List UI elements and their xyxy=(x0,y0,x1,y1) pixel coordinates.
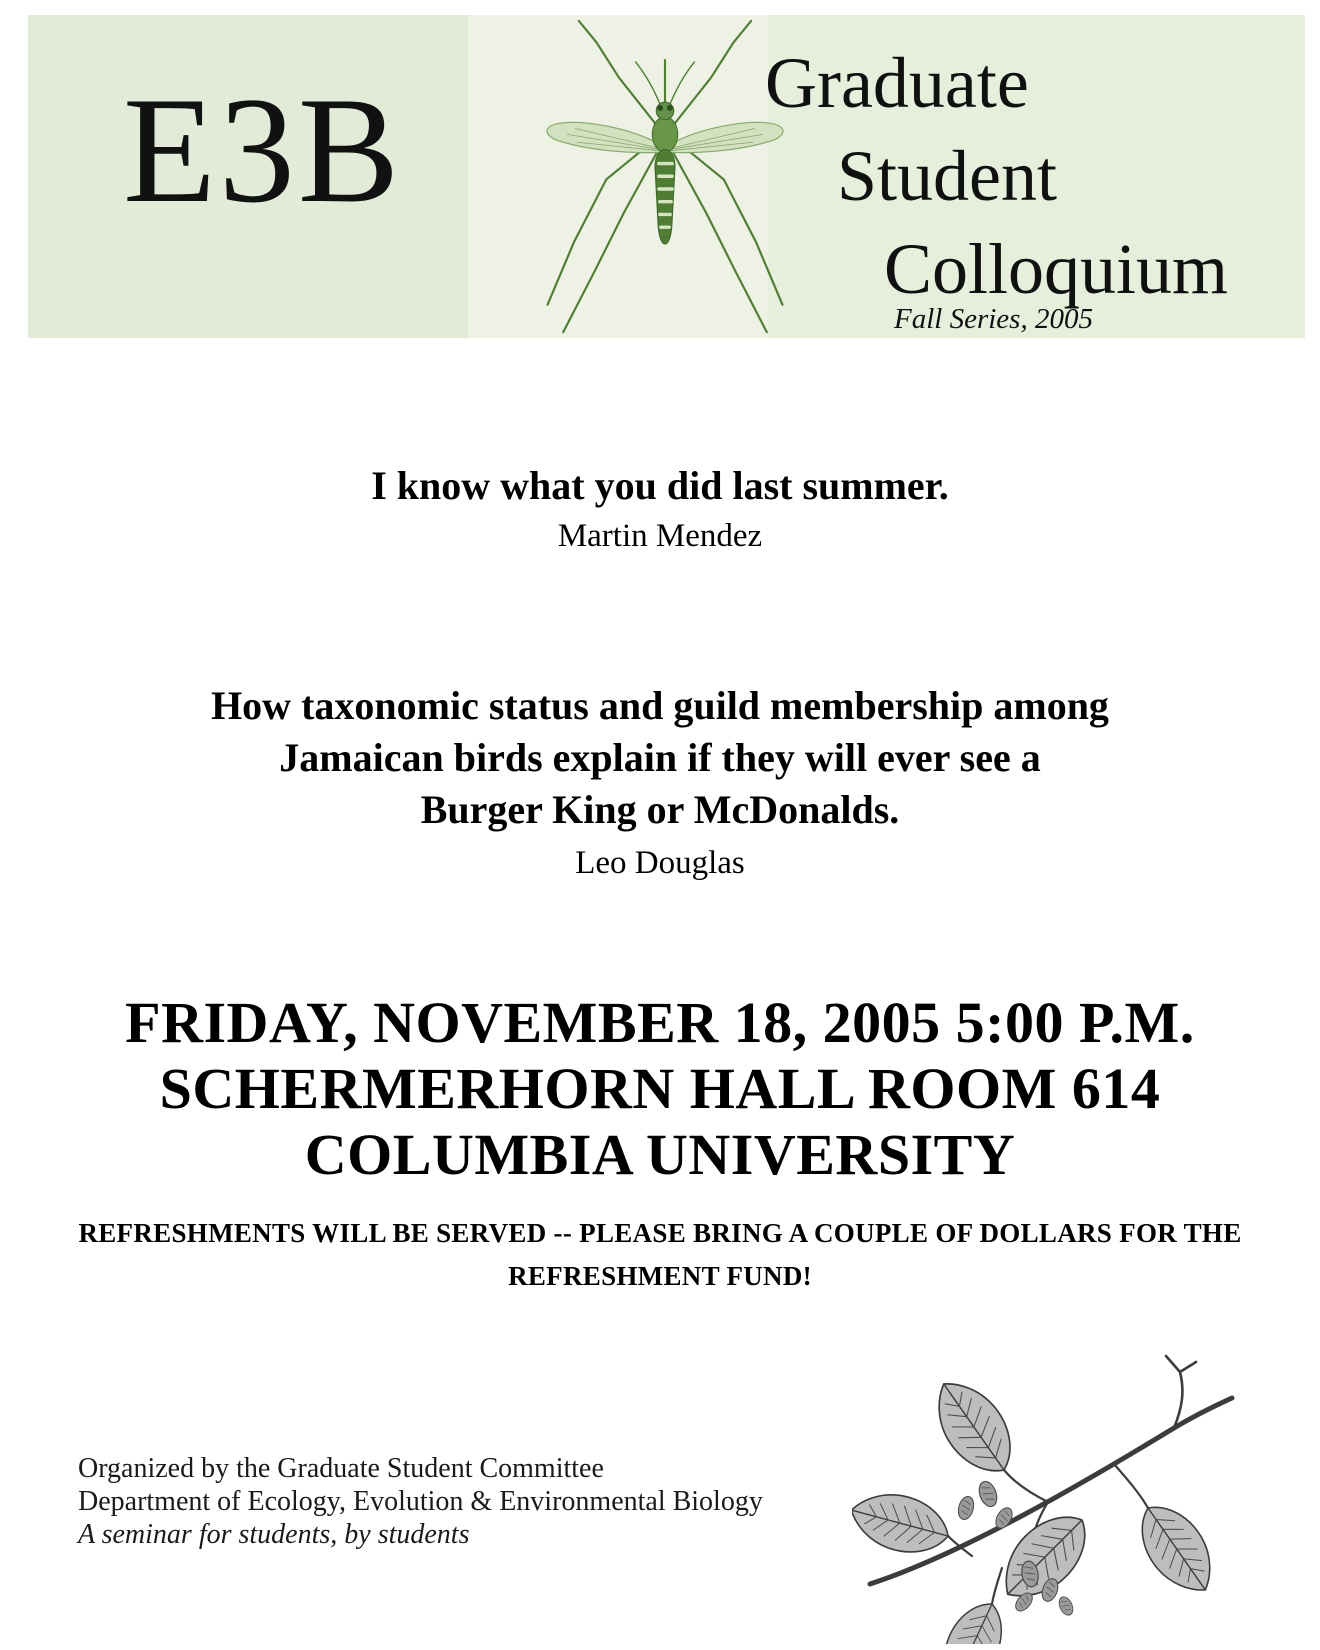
refreshments-line-1: REFRESHMENTS WILL BE SERVED -- PLEASE BRING A COUPLE OF DOLLARS FOR THE xyxy=(78,1218,1242,1248)
event-line-datetime: FRIDAY, NOVEMBER 18, 2005 5:00 P.M. xyxy=(125,990,1195,1055)
header-banner xyxy=(28,15,1305,338)
talk-2-title-line-3: Burger King or McDonalds. xyxy=(420,787,900,832)
footer-credits xyxy=(78,1452,763,1551)
refreshments-note xyxy=(0,1212,1320,1298)
talk-1-title: I know what you did last summer. xyxy=(371,463,949,508)
talk-2-title xyxy=(0,680,1320,836)
event-details xyxy=(0,990,1320,1188)
e3b-logo: E3B xyxy=(123,66,403,234)
banner-title-line-student: Student xyxy=(837,136,1058,216)
refreshments-line-2: REFRESHMENT FUND! xyxy=(508,1261,812,1291)
event-line-university: COLUMBIA UNIVERSITY xyxy=(304,1122,1016,1187)
banner-title-line-colloquium: Colloquium xyxy=(884,229,1229,309)
talk-2-speaker: Leo Douglas xyxy=(575,845,745,881)
branch-icon xyxy=(852,1322,1262,1644)
footer-line-committee: Organized by the Graduate Student Committee xyxy=(78,1453,604,1484)
footer-line-tagline: A seminar for students, by students xyxy=(78,1519,470,1550)
talk-2-title-line-2: Jamaican birds explain if they will ever see a xyxy=(279,735,1041,780)
banner-subtitle: Fall Series, 2005 xyxy=(894,303,1093,335)
talk-1-speaker: Martin Mendez xyxy=(557,518,763,554)
talk-2-title-line-1: How taxonomic status and guild membership among xyxy=(211,683,1109,728)
banner-title xyxy=(28,37,1305,316)
footer-line-department: Department of Ecology, Evolution & Environmental Biology xyxy=(78,1486,763,1517)
banner-title-line-graduate: Graduate xyxy=(765,43,1029,123)
event-line-location: SCHERMERHORN HALL ROOM 614 xyxy=(159,1056,1161,1121)
